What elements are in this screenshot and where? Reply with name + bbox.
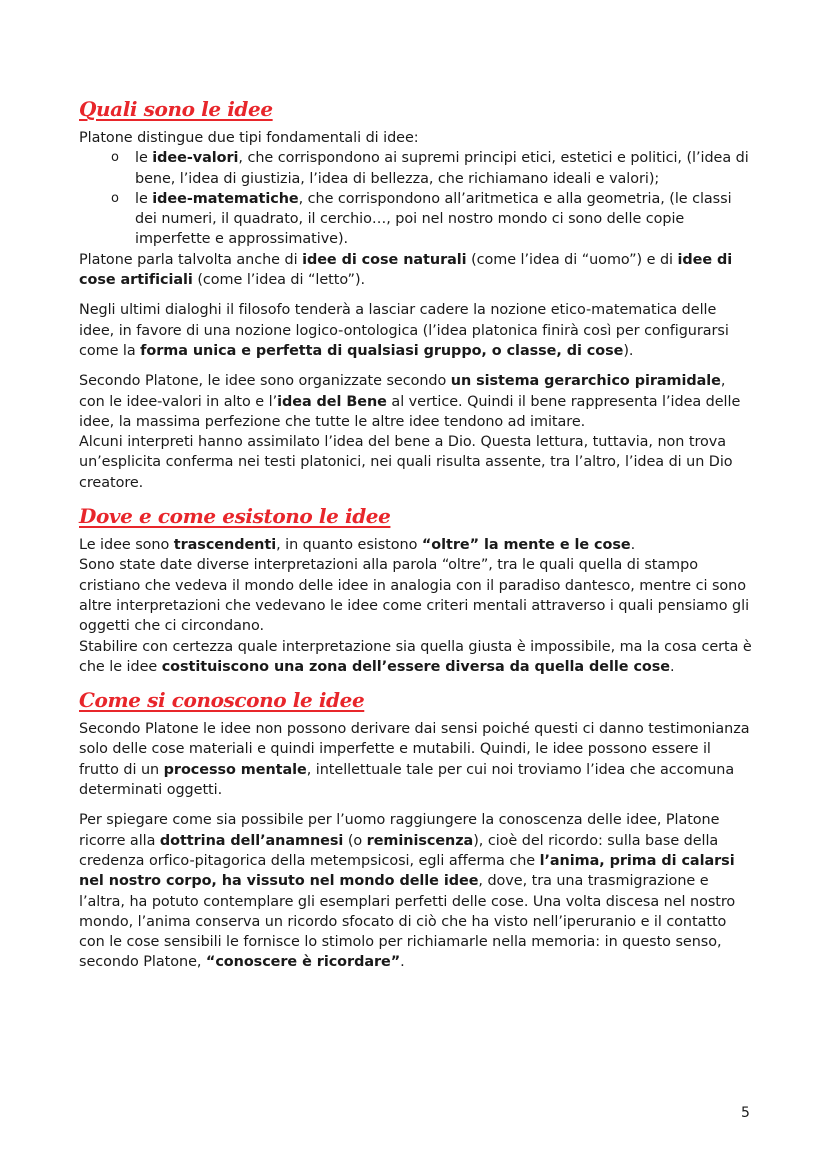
paragraph: Sono state date diverse interpretazioni alla parola “oltre”, tra le quali quella di stampo cristiano che vedeva il mondo delle idee in analogia con il paradiso dantesco, mentre ci sono altre interpretazioni che vedevano le idee come criteri mentali attraverso i quali pensiamo gli oggetti che ci circondano. (79, 557, 750, 635)
paragraph: Le idee sono trascendenti, in quanto esistono “oltre” la mente e le cose. (79, 537, 636, 554)
paragraph: Secondo Platone, le idee sono organizzate secondo un sistema gerarchico piramidale, con le idee-valori in alto e l’idea del Bene al vertice. Quindi il bene rappresenta l’idea delle idee, la massima perfezione che tutte le altre idee tendono ad imitare. (79, 373, 741, 430)
document-page (79, 96, 754, 973)
section-quali-sono (79, 96, 754, 493)
section-dove-e-come (79, 503, 754, 677)
paragraph: Stabilire con certezza quale interpretazione sia quella giusta è impossibile, ma la cosa certa è che le idee costituiscono una zona dell’essere diversa da quella delle cose. (79, 638, 752, 675)
bullet-list (79, 148, 754, 249)
page-number: 5 (741, 1105, 750, 1121)
section-heading: Dove e come esistono le idee (79, 504, 391, 529)
paragraph: Per spiegare come sia possibile per l’uomo raggiungere la conoscenza delle idee, Platone ricorre alla dottrina dell’anamnesi (o reminiscenza), cioè del ricordo: sulla base della credenza orfico-pitagorica della metempsicosi, egli afferma che l’anima, prima di calarsi nel nostro corpo, ha vissuto nel mondo delle idee, dove, tra una trasmigrazione e l’altra, ha potuto contemplare gli esemplari perfetti delle cose. Una volta discesa nel nostro mondo, l’anima conserva un ricordo sfocato di ciò che ha visto nell’iperuranio e il contatto con le cose sensibili le fornisce lo stimolo per richiamarle nella memoria: in questo senso, secondo Platone, “conoscere è ricordare”. (79, 812, 736, 971)
paragraph: Secondo Platone le idee non possono derivare dai sensi poiché questi ci danno testimonianza solo delle cose materiali e quindi imperfette e mutabili. Quindi, le idee possono essere il frutto di un processo mentale, intellettuale tale per cui noi troviamo l’idea che accomuna determinati oggetti. (79, 721, 750, 799)
list-item: o le idee-valori, che corrispondono ai supremi principi etici, estetici e politici, (l’idea di bene, l’idea di giustizia, l’idea di bellezza, che richiamano ideali e valori); (135, 148, 754, 189)
section-heading: Come si conoscono le idee (79, 688, 365, 713)
list-item: o le idee-matematiche, che corrispondono all’aritmetica e alla geometria, (le classi dei numeri, il quadrato, il cerchio…, poi nel nostro mondo ci sono delle copie imperfette e approssimative). (135, 189, 754, 250)
paragraph: Alcuni interpreti hanno assimilato l’idea del bene a Dio. Questa lettura, tuttavia, non trova un’esplicita conferma nei testi platonici, nei quali risulta assente, tra l’altro, l’idea di un Dio creatore. (79, 434, 733, 491)
section-heading: Quali sono le idee (79, 97, 273, 121)
paragraph: Platone parla talvolta anche di idee di cose naturali (come l’idea di “uomo”) e di idee di cose artificiali (come l’idea di “letto”). (79, 251, 733, 289)
paragraph: Negli ultimi dialoghi il filosofo tenderà a lasciar cadere la nozione etico-matematica delle idee, in favore di una nozione logico-ontologica (l’idea platonica finirà così per configurarsi come la forma unica e perfetta di qualsiasi gruppo, o classe, di cose). (79, 302, 729, 359)
paragraph: Platone distingue due tipi fondamentali di idee: (79, 130, 419, 146)
section-come-si-conoscono (79, 687, 754, 973)
